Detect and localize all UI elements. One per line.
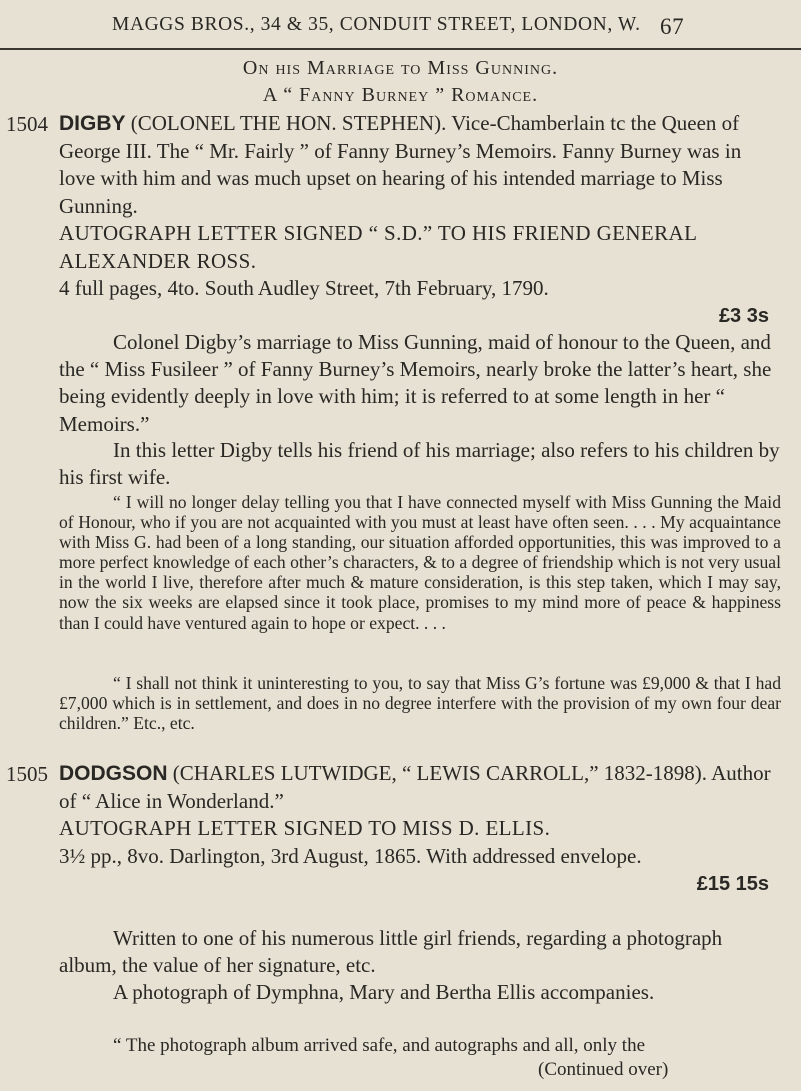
lot-physical-details: 3½ pp., 8vo. Darlington, 3rd August, 1865. With addressed envelope. <box>59 844 642 868</box>
lot-author: DODGSON <box>59 762 168 785</box>
running-header <box>112 14 712 39</box>
lot-quotation: “ The photograph album arrived safe, and autographs and all, only the <box>113 1035 646 1056</box>
lot-note: Written to one of his numerous little girl friends, regarding a photograph album, the value of her signature, etc. <box>59 926 723 978</box>
header-text: MAGGS BROS., 34 & 35, CONDUIT STREET, LONDON, W. <box>112 14 641 35</box>
lot-letter-title: AUTOGRAPH LETTER SIGNED TO MISS D. ELLIS. <box>59 816 551 840</box>
page-number: 67 <box>660 14 685 39</box>
lot-quotation: “ I shall not think it uninteresting to you, to say that Miss G’s fortune was £9,000 & that I had £7,000 which is in settlement, and does in no degree interfere with the provision of my own four dear children.” Etc., etc. <box>59 673 781 734</box>
lot-number: 1505 <box>6 762 48 786</box>
continued-note: (Continued over) <box>538 1059 669 1080</box>
lot-author: DIGBY <box>59 112 126 135</box>
lot-description: (CHARLES LUTWIDGE, “ LEWIS CARROLL,” 1832-1898). Author of “ Alice in Wonderland.” <box>59 761 771 813</box>
lot-quotation: “ I will no longer delay telling you that I have connected myself with Miss Gunning the Maid of Honour, who if you are not acquainted with you must at least have often seen. . . . My acquaintance with Miss G. had been of a long standing, our situation afforded opportunities, this was improved to a more perfect knowledge of each other’s characters, & to a degree of friendship which is not very usual in the world I live, therefore after much & mature consideration, is this step taken, which I may say, now the six weeks are elapsed since it took place, promises to my mind more of peace & happiness than I could have ventured again to hope or expect. . . . <box>59 492 781 633</box>
header-rule <box>0 48 801 50</box>
lot-number: 1504 <box>6 112 48 136</box>
lot-note: Colonel Digby’s marriage to Miss Gunning, maid of honour to the Queen, and the “ Miss Fusileer ” of Fanny Burney’s Memoirs, nearly broke the latter’s heart, she being evidently deeply in love with him; it is referred to at some length in her “ Memoirs.” <box>59 330 772 436</box>
lot-physical-details: 4 full pages, 4to. South Audley Street, 7th February, 1790. <box>59 276 549 300</box>
section-subtitle: A “ Fanny Burney ” Romance. <box>262 84 539 106</box>
lot-price: £15 15s <box>696 872 769 895</box>
lot-note: In this letter Digby tells his friend of his marriage; also refers to his children by his first wife. <box>59 438 780 490</box>
lot-letter-title: AUTOGRAPH LETTER SIGNED “ S.D.” TO HIS FRIEND GENERAL ALEXANDER ROSS. <box>59 221 697 273</box>
lot-heading <box>59 760 781 815</box>
lot-price: £3 3s <box>718 304 769 327</box>
lot-description: (COLONEL THE HON. STEPHEN). Vice-Chamberlain tc the Queen of George III. The “ Mr. Fairly ” of Fanny Burney’s Memoirs. Fanny Burney was in love with him and was much upset on hearing of his intended marriage to Miss Gunning. <box>59 111 742 218</box>
lot-details <box>59 843 781 898</box>
lot-note: A photograph of Dymphna, Mary and Bertha Ellis accompanies. <box>113 980 655 1004</box>
section-title: On his Marriage to Miss Gunning. <box>242 57 559 79</box>
lot-heading <box>59 110 781 220</box>
lot-details <box>59 275 781 330</box>
